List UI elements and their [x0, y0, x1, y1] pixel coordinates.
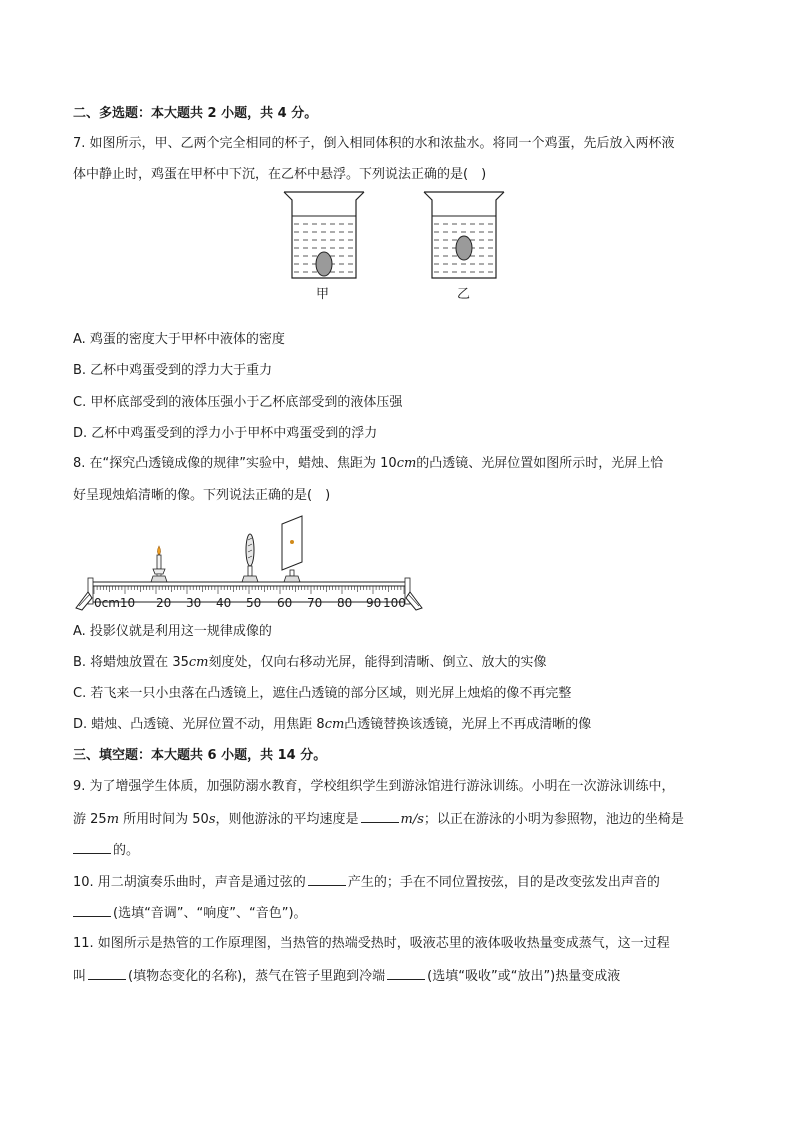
ruler-label: 40: [216, 596, 232, 610]
answer-blank[interactable]: [73, 904, 111, 917]
answer-blank[interactable]: [88, 967, 126, 980]
ruler-label: 80: [337, 596, 353, 610]
q9-stem-line3: 的。: [73, 841, 139, 859]
answer-blank[interactable]: [308, 873, 346, 886]
q11-stem-line2: 叫 (填物态变化的名称)，蒸气在管子里跑到冷端 (选填“吸收”或“放出”)热量变成液: [73, 969, 621, 984]
section-title-multiple-choice: 二、多选题：本大题共 2 小题，共 4 分。: [73, 106, 318, 121]
beaker-label-yi: 乙: [457, 287, 471, 302]
q11-stem-line1: 11. 如图所示是热管的工作原理图，当热管的热端受热时，吸液芯里的液体吸收热量变成蒸气，这一过程: [73, 936, 670, 951]
q7-option-a: A. 鸡蛋的密度大于甲杯中液体的密度: [73, 332, 285, 347]
egg-sunk: [316, 252, 332, 276]
answer-blank[interactable]: [361, 810, 399, 823]
egg-suspended: [456, 236, 472, 260]
beaker-jia: [284, 192, 364, 278]
ruler-label: 90: [366, 596, 382, 610]
ruler-label: 0cm10: [94, 596, 136, 610]
ruler-label: 60: [277, 596, 293, 610]
q10-stem-line1: 10. 用二胡演奏乐曲时，声音是通过弦的 产生的；手在不同位置按弦，目的是改变弦发出声音的: [73, 875, 660, 890]
q9-stem-line1: 9. 为了增强学生体质，加强防溺水教育，学校组织学生到游泳馆进行游泳训练。小明在一次游泳训练中，: [73, 779, 675, 794]
q8-stem-line1: 8. 在“探究凸透镜成像的规律”实验中，蜡烛、焦距为 10cm的凸透镜、光屏位置如图所示时，光屏上恰: [73, 456, 664, 471]
candle: [151, 546, 167, 582]
q7-beaker-figure: [278, 188, 518, 300]
ruler-label: 20: [156, 596, 172, 610]
q9-stem-line2: 游 25m 所用时间为 50s，则他游泳的平均速度是 m/s；以正在游泳的小明为参照物，池边的坐椅是: [73, 812, 684, 827]
q10-stem-line2: (选填“音调”、“响度”、“音色”)。: [73, 904, 307, 922]
ruler-label: 30: [186, 596, 202, 610]
q8-option-b: B. 将蜡烛放置在 35cm刻度处，仅向右移动光屏，能得到清晰、倒立、放大的实像: [73, 655, 547, 670]
answer-blank[interactable]: [73, 841, 111, 854]
beaker-label-jia: 甲: [316, 287, 330, 302]
ruler-label: 70: [307, 596, 323, 610]
q8-option-a: A. 投影仪就是利用这一规律成像的: [73, 624, 272, 639]
q8-stem-line2: 好呈现烛焰清晰的像。下列说法正确的是( ): [73, 488, 331, 503]
q8-option-c: C. 若飞来一只小虫落在凸透镜上，遮住凸透镜的部分区域，则光屏上烛焰的像不再完整: [73, 686, 572, 701]
ruler-label: 50: [246, 596, 262, 610]
beaker-yi: [424, 192, 504, 278]
q7-option-b: B. 乙杯中鸡蛋受到的浮力大于重力: [73, 363, 273, 378]
q7-option-c: C. 甲杯底部受到的液体压强小于乙杯底部受到的液体压强: [73, 395, 403, 410]
convex-lens: [242, 534, 258, 582]
q8-option-d: D. 蜡烛、凸透镜、光屏位置不动，用焦距 8cm凸透镜替换该透镜，光屏上不再成清晰的像: [73, 717, 592, 732]
q7-option-d: D. 乙杯中鸡蛋受到的浮力小于甲杯中鸡蛋受到的浮力: [73, 426, 378, 441]
light-screen: [282, 516, 302, 582]
answer-blank[interactable]: [387, 967, 425, 980]
q7-stem-line1: 7. 如图所示，甲、乙两个完全相同的杯子，倒入相同体积的水和浓盐水。将同一个鸡蛋，先后放入两杯液: [73, 136, 675, 151]
section-title-fill-in: 三、填空题：本大题共 6 小题，共 14 分。: [73, 748, 327, 763]
q7-stem-line2: 体中静止时，鸡蛋在甲杯中下沉，在乙杯中悬浮。下列说法正确的是( ): [73, 167, 487, 182]
ruler-label: 100: [383, 596, 406, 610]
